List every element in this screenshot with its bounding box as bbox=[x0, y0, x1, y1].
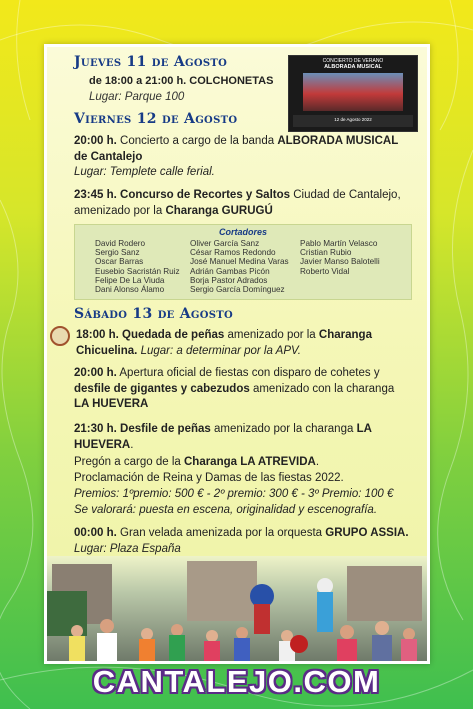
saturday-place-4: Lugar: Plaza España bbox=[74, 543, 181, 555]
apv-seal-icon bbox=[50, 326, 70, 346]
site-footer-logo: CANTALEJO.COM bbox=[92, 664, 381, 699]
day-heading-friday: Viernes 12 de Agosto bbox=[74, 111, 238, 127]
saturday-event-2: 20:00 h. Apertura oficial de fiestas con disparo de cohetes y desfile de gigantes y cabezudos amenizado con la charanga LA HUEVERA bbox=[74, 367, 395, 410]
day-heading-thursday: Jueves 11 de Agosto bbox=[74, 54, 228, 70]
saturday-event-3: 21:30 h. Desfile de peñas amenizado por la charanga LA HUEVERA. bbox=[74, 423, 372, 451]
day-heading-saturday: Sábado 13 de Agosto bbox=[74, 306, 234, 322]
friday-event-1: 20:00 h. Concierto a cargo de la banda ALBORADA MUSICAL de Cantalejo bbox=[74, 135, 399, 163]
saturday-pregon: Pregón a cargo de la Charanga LA ATREVIDA. bbox=[74, 456, 320, 468]
saturday-proclamacion: Proclamación de Reina y Damas de las fiestas 2022. bbox=[74, 472, 344, 484]
friday-event-2: 23:45 h. Concurso de Recortes y Saltos Ciudad de Cantalejo, amenizado por la Charanga GURUGÚ bbox=[74, 189, 401, 217]
cortadores-box bbox=[74, 224, 412, 300]
saturday-event-4: 00:00 h. Gran velada amenizada por la orquesta GRUPO ASSIA. bbox=[74, 527, 409, 539]
concert-poster-image: CONCIERTO DE VERANO ALBORADA MUSICAL 12 de Agosto 2022 bbox=[288, 55, 418, 132]
thursday-event-1: de 18:00 a 21:00 h. COLCHONETAS bbox=[89, 75, 274, 87]
cortadores-col-1: David Rodero Sergio Sanz Oscar Barras Eusebio Sacristán Ruiz Felipe De La Viuda Dani Alonso Álamo bbox=[95, 239, 180, 295]
saturday-criteria: Se valorará: puesta en escena, originalidad y escenografía. bbox=[74, 504, 378, 516]
saturday-event-1: 18:00 h. Quedada de peñas amenizado por la Charanga Chicuelina. Lugar: a determinar por la APV. bbox=[76, 329, 372, 357]
saturday-prizes: Premios: 1ºpremio: 500 € - 2º premio: 300 € - 3º Premio: 100 € bbox=[74, 488, 394, 500]
cortadores-col-2: Oliver García Sanz César Ramos Redondo José Manuel Medina Varas Adrián Gambas Picón Borja Pastor Adrados Sergio García Domínguez bbox=[190, 239, 289, 295]
parade-photo bbox=[47, 556, 427, 661]
cortadores-title: Cortadores bbox=[218, 227, 267, 237]
friday-place-1: Lugar: Templete calle ferial. bbox=[74, 166, 215, 178]
thursday-place: Lugar: Parque 100 bbox=[89, 91, 185, 103]
cortadores-col-3: Pablo Martín Velasco Cristian Rubio Javier Manso Balotelli Roberto Vidal bbox=[300, 239, 380, 276]
